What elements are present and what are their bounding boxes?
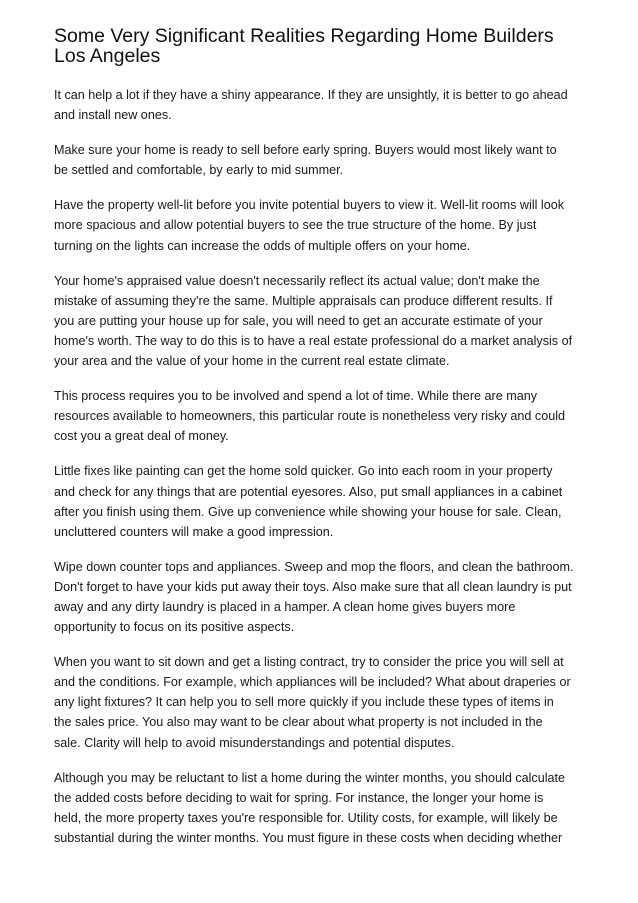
paragraph-3: Have the property well-lit before you invite potential buyers to view it. Well-lit rooms will look more spacious and allow potential buyers to see the true structure of the home. By just turning on the lights can increase the odds of multiple offers on your home. bbox=[54, 198, 565, 253]
paragraph-7: Wipe down counter tops and appliances. Sweep and mop the floors, and clean the bathroom. Don't forget to have your kids put away their toys. Also make sure that all clean laundry is put away and any dirty laundry is placed in a hamper. A clean home gives buyers more opportunity to focus on its positive aspects. bbox=[54, 559, 574, 635]
document-title: Some Very Significant Realities Regarding Home Builders Los Angeles bbox=[54, 25, 554, 67]
paragraph-4: Your home's appraised value doesn't necessarily reflect its actual value; don't make the mistake of assuming they're the same. Multiple appraisals can produce different results. If you are putting your house up for sale, you will need to get an accurate estimate of your home's worth. The way to do this is to have a real estate professional do a market analysis of your area and the value of your home in the current real estate climate. bbox=[54, 273, 573, 369]
paragraph-8: When you want to sit down and get a listing contract, try to consider the price you will sell at and the conditions. For example, which appliances will be included? What about draperies or any light fixtures? It can help you to sell more quickly if you include these types of items in the sales price. You also may want to be clear about what property is not included in the sale. Clarity will help to avoid misunderstandings and potential disputes. bbox=[54, 655, 571, 750]
document-page bbox=[54, 26, 590, 863]
paragraph-9: Although you may be reluctant to list a home during the winter months, you should calculate the added costs before deciding to wait for spring. For instance, the longer your home is held, the more property taxes you're responsible for. Utility costs, for example, will likely be substantial during the winter months. You must figure in these costs when deciding whether bbox=[54, 770, 566, 845]
paragraph-2: Make sure your home is ready to sell before early spring. Buyers would most likely want to be settled and comfortable, by early to mid summer. bbox=[54, 143, 557, 178]
paragraph-6: Little fixes like painting can get the home sold quicker. Go into each room in your property and check for any things that are potential eyesores. Also, put small appliances in a cabinet after you finish using them. Give up convenience while showing your house for sale. Clean, uncluttered counters will make a good impression. bbox=[54, 464, 563, 539]
paragraph-5: This process requires you to be involved and spend a lot of time. While there are many resources available to homeowners, this particular route is nonetheless very risky and could cost you a great deal of money. bbox=[54, 389, 565, 444]
paragraph-1: It can help a lot if they have a shiny appearance. If they are unsightly, it is better to go ahead and install new ones. bbox=[54, 88, 568, 123]
